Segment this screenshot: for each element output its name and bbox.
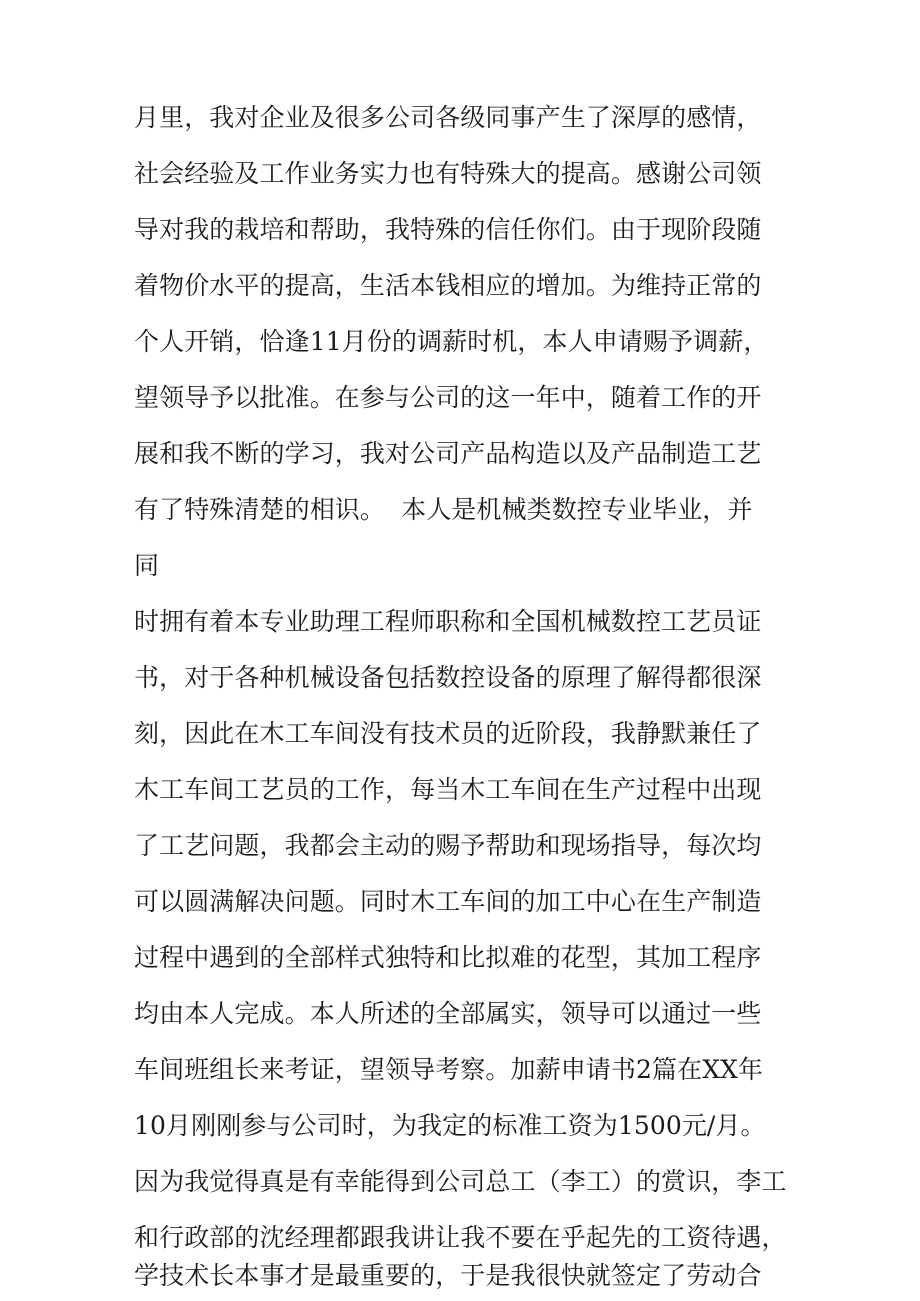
text-line: 导对我的栽培和帮助，我特殊的信任你们。由于现阶段随 bbox=[134, 215, 762, 244]
text-line: 了工艺问题，我都会主动的赐予帮助和现场指导，每次均 bbox=[134, 831, 762, 860]
text-line: 社会经验及工作业务实力也有特殊大的提高。感谢公司领 bbox=[134, 159, 762, 188]
text-line: 和行政部的沈经理都跟我讲让我不要在乎起先的工资待遇， bbox=[134, 1223, 787, 1252]
text-line: 刻，因此在木工车间没有技术员的近阶段，我静默兼任了 bbox=[134, 719, 762, 748]
text-line: 木工车间工艺员的工作，每当木工车间在生产过程中出现 bbox=[134, 775, 762, 804]
text-line: 学技术长本事才是最重要的，于是我很快就签定了劳动合 bbox=[134, 1261, 762, 1290]
text-line: 因为我觉得真是有幸能得到公司总工（李工）的赏识，李工 bbox=[134, 1167, 787, 1196]
text-line: 可以圆满解决问题。同时木工车间的加工中心在生产制造 bbox=[134, 887, 762, 916]
text-line: 展和我不断的学习，我对公司产品构造以及产品制造工艺 bbox=[134, 439, 762, 468]
text-line: 望领导予以批准。在参与公司的这一年中，随着工作的开 bbox=[134, 383, 762, 412]
text-line: 同 bbox=[134, 551, 160, 580]
text-line: 书，对于各种机械设备包括数控设备的原理了解得都很深 bbox=[134, 663, 762, 692]
text-line: 着物价水平的提高，生活本钱相应的增加。为维持正常的 bbox=[134, 271, 762, 300]
text-line: 过程中遇到的全部样式独特和比拟难的花型，其加工程序 bbox=[134, 943, 762, 972]
text-line: 10月刚刚参与公司时，为我定的标准工资为1500元/月。 bbox=[134, 1111, 766, 1140]
text-line: 个人开销，恰逢11月份的调薪时机，本人申请赐予调薪， bbox=[134, 327, 769, 356]
text-line: 均由本人完成。本人所述的全部属实，领导可以通过一些 bbox=[134, 999, 762, 1028]
text-line: 有了特殊清楚的相识。 本人是机械类数控专业毕业，并 bbox=[134, 495, 753, 524]
text-line: 月里，我对企业及很多公司各级同事产生了深厚的感情， bbox=[134, 103, 762, 132]
text-line: 车间班组长来考证，望领导考察。加薪申请书2篇在XX年 bbox=[134, 1055, 764, 1084]
text-line: 时拥有着本专业助理工程师职称和全国机械数控工艺员证 bbox=[134, 607, 762, 636]
